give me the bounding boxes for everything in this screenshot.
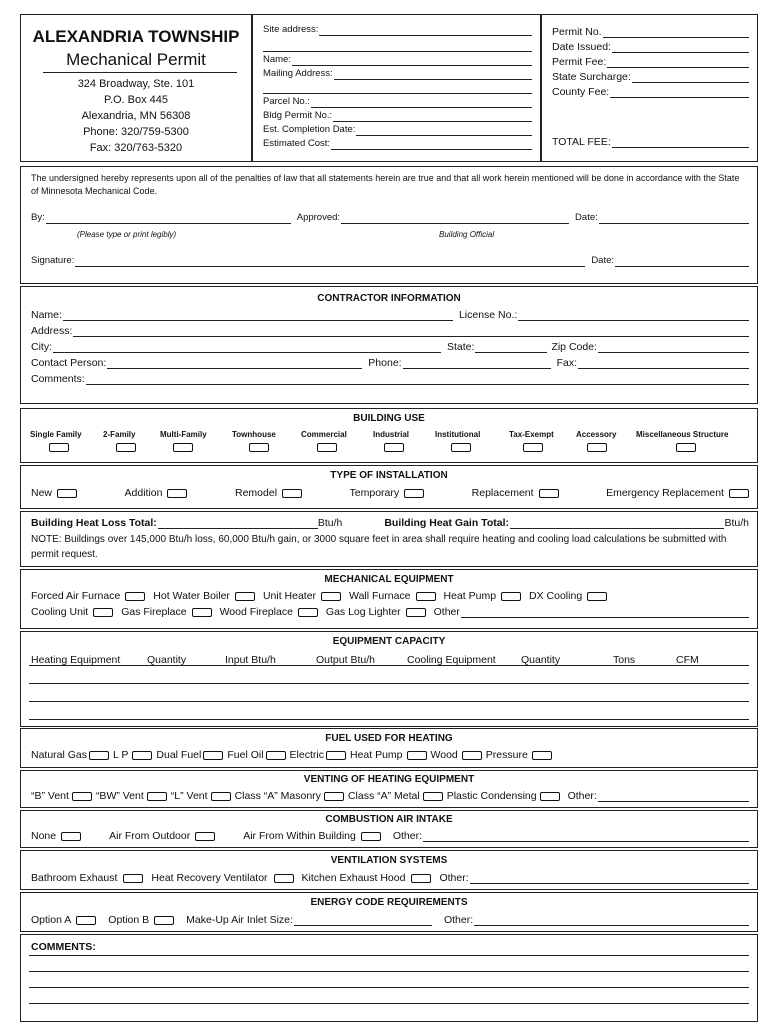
combustion-other-input[interactable]: [423, 831, 749, 842]
combustion-none-checkbox[interactable]: [61, 832, 81, 841]
wood-checkbox[interactable]: [462, 751, 482, 760]
date-input[interactable]: [599, 213, 749, 224]
county-fee-field[interactable]: [552, 85, 749, 99]
use-townhouse-label: Townhouse: [232, 430, 276, 439]
col-input-btu: Input Btu/h: [225, 654, 276, 666]
col-heating-quantity: Quantity: [147, 654, 187, 666]
site-address-field[interactable]: [263, 23, 532, 37]
option-a-label: Option A: [31, 914, 72, 926]
fuel-section: [20, 728, 758, 768]
venting-section: [20, 770, 758, 808]
natural-gas-checkbox[interactable]: [89, 751, 109, 760]
heat-note: NOTE: Buildings over 145,000 Btu/h loss, 60,000 Btu/h gain, or 3000 square feet in area shall require heating and cooling load calculations be submitted with permit request.: [31, 534, 727, 560]
option-label: Temporary: [349, 487, 400, 499]
cooling-unit-label: Cooling Unit: [31, 606, 89, 618]
capacity-title: EQUIPMENT CAPACITY: [332, 636, 446, 647]
use-tax-exempt-label: Tax-Exempt: [509, 430, 554, 439]
signature-row: [31, 254, 749, 268]
capacity-section: [20, 631, 758, 727]
use-industrial-checkbox[interactable]: [384, 443, 404, 452]
contractor-contact-row: [31, 356, 749, 370]
combustion-none-label: None: [31, 830, 57, 842]
field-label: Est. Completion Date:: [263, 124, 356, 135]
use-multi-family-label: Multi-Family: [160, 430, 207, 439]
installation-title: TYPE OF INSTALLATION: [330, 470, 448, 481]
option-label: Emergency Replacement: [606, 487, 724, 499]
venting-title: VENTING OF HEATING EQUIPMENT: [303, 774, 475, 785]
fuel-oil-checkbox[interactable]: [266, 751, 286, 760]
checkbox[interactable]: [539, 489, 559, 498]
bathroom-exhaust-checkbox[interactable]: [123, 874, 143, 883]
comments-section: [20, 934, 758, 1022]
by-input[interactable]: [46, 213, 291, 224]
mechanical-other-input[interactable]: [461, 607, 749, 618]
fuel-options: [31, 748, 749, 762]
class-a-masonry-checkbox[interactable]: [324, 792, 344, 801]
ventilation-options: [31, 871, 749, 885]
address-line: P.O. Box 445: [103, 94, 168, 106]
declaration-section: [20, 166, 758, 284]
phone-input[interactable]: [403, 358, 551, 369]
mechanical-row2: [31, 605, 749, 619]
makeup-air-input[interactable]: [294, 915, 432, 926]
use-tax-exempt-checkbox[interactable]: [523, 443, 543, 452]
date2-input[interactable]: [615, 256, 749, 267]
date-label: Date:: [575, 212, 598, 223]
field-label: Mailing Address:: [263, 68, 333, 79]
dual-fuel-label: Dual Fuel: [156, 749, 202, 761]
col-cfm: CFM: [676, 654, 699, 666]
wood-label: Wood: [430, 749, 458, 761]
state-label: State:: [447, 341, 475, 353]
address-line: Alexandria, MN 56308: [81, 110, 191, 122]
pressure-checkbox[interactable]: [532, 751, 552, 760]
option-label: New: [31, 487, 53, 499]
air-from-outdoor-label: Air From Outdoor: [109, 830, 191, 842]
forced-air-furnace-checkbox[interactable]: [125, 592, 145, 601]
name-label: Name:: [31, 309, 62, 321]
heat-section: [20, 511, 758, 567]
comments-label: Comments:: [31, 373, 85, 385]
field-label: County Fee:: [552, 86, 610, 98]
heat-gain-label: Building Heat Gain Total:: [384, 517, 509, 529]
energy-other-input[interactable]: [474, 915, 749, 926]
heat-loss-unit: Btu/h: [317, 517, 343, 529]
use-single-family-label: Single Family: [30, 430, 82, 439]
col-tons: Tons: [613, 654, 636, 666]
heat-totals-row: [31, 516, 749, 530]
field-label: Site address:: [263, 24, 319, 35]
wall-furnace-label: Wall Furnace: [349, 590, 411, 602]
building-official-label: Building Official: [439, 230, 495, 239]
building-use-section: [20, 408, 758, 463]
heat-pump-label: Heat Pump: [443, 590, 497, 602]
checkbox[interactable]: [404, 489, 424, 498]
cooling-unit-checkbox[interactable]: [93, 608, 113, 617]
heat-gain-unit: Btu/h: [724, 517, 749, 529]
makeup-air-label: Make-Up Air Inlet Size:: [186, 914, 293, 926]
unit-heater-label: Unit Heater: [262, 590, 317, 602]
use-2-family-checkbox[interactable]: [116, 443, 136, 452]
air-within-building-label: Air From Within Building: [243, 830, 356, 842]
license-label: License No.:: [458, 309, 518, 321]
l-vent-checkbox[interactable]: [211, 792, 231, 801]
plastic-condensing-checkbox[interactable]: [540, 792, 560, 801]
installation-section: [20, 465, 758, 509]
phone-line: Phone: 320/759-5300: [83, 126, 189, 138]
l-vent-label: “L” Vent: [170, 790, 208, 802]
install-remodel-option[interactable]: [235, 486, 310, 500]
option-a-checkbox[interactable]: [76, 916, 96, 925]
kitchen-exhaust-hood-checkbox[interactable]: [411, 874, 431, 883]
checkbox[interactable]: [57, 489, 77, 498]
use-multi-family-checkbox[interactable]: [173, 443, 193, 452]
venting-other-label: Other:: [567, 790, 597, 802]
installation-options: [31, 486, 749, 500]
gas-fireplace-checkbox[interactable]: [192, 608, 212, 617]
permit-fee-field[interactable]: [552, 55, 749, 69]
site-address-line2[interactable]: [263, 51, 532, 52]
fax-label: Fax:: [556, 357, 577, 369]
heat-pump-fuel-label: Heat Pump: [349, 749, 403, 761]
gas-log-lighter-label: Gas Log Lighter: [325, 606, 401, 618]
venting-other-input[interactable]: [598, 791, 749, 802]
hot-water-boiler-checkbox[interactable]: [235, 592, 255, 601]
use-single-family-checkbox[interactable]: [49, 443, 69, 452]
use-commercial-label: Commercial: [301, 430, 347, 439]
fuel-oil-label: Fuel Oil: [227, 749, 264, 761]
option-label: Remodel: [235, 487, 278, 499]
energy-other-label: Other:: [443, 914, 474, 926]
total-fee-field[interactable]: [552, 135, 749, 149]
signature-input[interactable]: [75, 256, 585, 267]
wall-furnace-checkbox[interactable]: [416, 592, 436, 601]
city-label: City:: [31, 341, 52, 353]
gas-log-lighter-checkbox[interactable]: [406, 608, 426, 617]
col-heating-equipment: Heating Equipment: [31, 654, 121, 666]
install-replacement-option[interactable]: [472, 486, 567, 500]
option-label: Replacement: [471, 487, 534, 499]
bldg-permit-field[interactable]: [263, 109, 532, 123]
contractor-section: [20, 286, 758, 404]
contact-label: Contact Person:: [31, 357, 107, 369]
date2-label: Date:: [591, 255, 615, 266]
approved-label: Approved:: [296, 212, 341, 223]
header-right-box: [541, 14, 758, 162]
comments-title: COMMENTS:: [31, 941, 96, 953]
install-new-option[interactable]: [31, 486, 85, 500]
ventilation-section: [20, 850, 758, 890]
name-field[interactable]: [263, 53, 532, 67]
install-emergency-option[interactable]: [606, 486, 749, 500]
declaration-text: The undersigned hereby represents upon all of the penalties of law that all statements herein are true and that all work herein mentioned will be done in accordance with the State of Minnesota Mechanical Code.: [31, 173, 740, 196]
township-name: ALEXANDRIA TOWNSHIP: [32, 27, 240, 46]
use-2-family-label: 2-Family: [103, 430, 136, 439]
use-miscellaneous-label: Miscellaneous Structure: [636, 430, 729, 439]
ventilation-other-input[interactable]: [470, 873, 749, 884]
comments-input[interactable]: [86, 374, 749, 385]
checkbox[interactable]: [167, 489, 187, 498]
completion-date-field[interactable]: [263, 123, 532, 137]
heat-recovery-ventilator-checkbox[interactable]: [274, 874, 294, 883]
col-cooling-quantity: Quantity: [521, 654, 561, 666]
field-label: Name:: [263, 54, 291, 65]
combustion-title: COMBUSTION AIR INTAKE: [325, 814, 453, 825]
contractor-name-row: [31, 308, 749, 322]
use-industrial-label: Industrial: [373, 430, 410, 439]
use-miscellaneous-checkbox[interactable]: [676, 443, 696, 452]
ventilation-other-label: Other:: [439, 872, 469, 884]
address-label: Address:: [31, 325, 73, 337]
building-use-title: BUILDING USE: [353, 413, 425, 424]
use-institutional-checkbox[interactable]: [451, 443, 471, 452]
field-label: State Surcharge:: [552, 71, 631, 83]
state-surcharge-field[interactable]: [552, 70, 749, 84]
lp-label: L P: [113, 749, 129, 761]
electric-label: Electric: [289, 749, 324, 761]
zip-label: Zip Code:: [551, 341, 597, 353]
energy-title: ENERGY CODE REQUIREMENTS: [310, 897, 468, 908]
electric-checkbox[interactable]: [326, 751, 346, 760]
combustion-other-label: Other:: [392, 830, 423, 842]
by-label: By:: [31, 212, 45, 223]
air-from-outdoor-checkbox[interactable]: [195, 832, 215, 841]
heat-loss-input[interactable]: [158, 518, 318, 529]
class-a-metal-label: Class “A” Metal: [347, 790, 420, 802]
dx-cooling-checkbox[interactable]: [587, 592, 607, 601]
capacity-line[interactable]: [29, 719, 749, 720]
venting-options: [31, 789, 749, 803]
contact-input[interactable]: [107, 358, 362, 369]
mechanical-other-label: Other: [433, 606, 460, 618]
air-within-building-checkbox[interactable]: [361, 832, 381, 841]
heat-pump-fuel-checkbox[interactable]: [407, 751, 427, 760]
comments-line[interactable]: [29, 955, 749, 956]
capacity-line[interactable]: [29, 665, 749, 666]
pressure-label: Pressure: [485, 749, 528, 761]
bw-vent-checkbox[interactable]: [147, 792, 167, 801]
heat-loss-label: Building Heat Loss Total:: [31, 517, 157, 529]
checkbox[interactable]: [282, 489, 302, 498]
mailing-address-field[interactable]: [263, 67, 532, 81]
permit-type-title: Mechanical Permit: [66, 50, 206, 69]
hot-water-boiler-label: Hot Water Boiler: [153, 590, 230, 602]
comments-line[interactable]: [29, 1003, 749, 1004]
combustion-section: [20, 810, 758, 848]
fax-input[interactable]: [578, 358, 749, 369]
dx-cooling-label: DX Cooling: [529, 590, 583, 602]
approved-input[interactable]: [341, 213, 569, 224]
state-input[interactable]: [475, 342, 547, 353]
header-middle-box: [252, 14, 541, 162]
mechanical-row1: [31, 589, 749, 603]
license-input[interactable]: [518, 310, 749, 321]
field-label: Date Issued:: [552, 41, 611, 53]
option-label: Addition: [124, 487, 163, 499]
install-addition-option[interactable]: [125, 486, 196, 500]
mechanical-section: [20, 569, 758, 629]
col-cooling-equipment: Cooling Equipment: [407, 654, 496, 666]
contractor-address-row: [31, 324, 749, 338]
natural-gas-label: Natural Gas: [31, 749, 88, 761]
b-vent-label: “B” Vent: [31, 790, 69, 802]
signature-label: Signature:: [31, 255, 75, 266]
use-townhouse-checkbox[interactable]: [249, 443, 269, 452]
field-label: TOTAL FEE:: [552, 136, 611, 148]
dual-fuel-checkbox[interactable]: [203, 751, 223, 760]
fuel-title: FUEL USED FOR HEATING: [325, 733, 453, 744]
contractor-comments-row: [31, 372, 749, 386]
option-b-checkbox[interactable]: [154, 916, 174, 925]
install-temporary-option[interactable]: [350, 486, 433, 500]
capacity-line[interactable]: [29, 701, 749, 702]
energy-section: [20, 892, 758, 932]
comments-line[interactable]: [29, 971, 749, 972]
fax-line: Fax: 320/763-5320: [89, 142, 183, 154]
wood-fireplace-label: Wood Fireplace: [219, 606, 293, 618]
use-accessory-checkbox[interactable]: [587, 443, 607, 452]
lp-checkbox[interactable]: [132, 751, 152, 760]
forced-air-furnace-label: Forced Air Furnace: [31, 590, 121, 602]
zip-input[interactable]: [598, 342, 749, 353]
parcel-field[interactable]: [263, 95, 532, 109]
address-input[interactable]: [73, 326, 749, 337]
heat-recovery-ventilator-label: Heat Recovery Ventilator: [151, 872, 268, 884]
permit-no-field[interactable]: [552, 25, 749, 39]
date-issued-field[interactable]: [552, 40, 749, 54]
comments-line[interactable]: [29, 987, 749, 988]
mailing-address-line2[interactable]: [263, 93, 532, 94]
wood-fireplace-checkbox[interactable]: [298, 608, 318, 617]
class-a-masonry-label: Class “A” Masonry: [234, 790, 321, 802]
class-a-metal-checkbox[interactable]: [423, 792, 443, 801]
b-vent-checkbox[interactable]: [72, 792, 92, 801]
use-commercial-checkbox[interactable]: [317, 443, 337, 452]
print-note: (Please type or print legibly): [77, 230, 177, 239]
field-label: Permit No.: [552, 26, 602, 38]
use-accessory-label: Accessory: [576, 430, 617, 439]
address-line: 324 Broadway, Ste. 101: [77, 78, 195, 90]
energy-options: [31, 913, 749, 927]
combustion-options: [31, 829, 749, 843]
name-input[interactable]: [63, 310, 453, 321]
contractor-city-row: [31, 340, 749, 354]
kitchen-exhaust-hood-label: Kitchen Exhaust Hood: [301, 872, 406, 884]
checkbox[interactable]: [729, 489, 749, 498]
heat-pump-checkbox[interactable]: [501, 592, 521, 601]
col-output-btu: Output Btu/h: [316, 654, 375, 666]
mechanical-title: MECHANICAL EQUIPMENT: [324, 574, 454, 585]
ventilation-title: VENTILATION SYSTEMS: [330, 855, 448, 866]
field-label: Permit Fee:: [552, 56, 607, 68]
title-underline: [43, 72, 237, 73]
by-row: [31, 211, 749, 225]
option-b-label: Option B: [108, 914, 150, 926]
bathroom-exhaust-label: Bathroom Exhaust: [31, 872, 118, 884]
field-label: Bldg Permit No.:: [263, 110, 333, 121]
field-label: Parcel No.:: [263, 96, 310, 107]
plastic-condensing-label: Plastic Condensing: [446, 790, 537, 802]
heat-gain-input[interactable]: [510, 518, 724, 529]
unit-heater-checkbox[interactable]: [321, 592, 341, 601]
header-left-box: [20, 14, 252, 162]
use-institutional-label: Institutional: [435, 430, 481, 439]
gas-fireplace-label: Gas Fireplace: [121, 606, 187, 618]
phone-label: Phone:: [368, 357, 402, 369]
contractor-title: CONTRACTOR INFORMATION: [317, 293, 461, 304]
city-input[interactable]: [53, 342, 441, 353]
field-label: Estimated Cost:: [263, 138, 331, 149]
estimated-cost-field[interactable]: [263, 137, 532, 151]
capacity-line[interactable]: [29, 683, 749, 684]
bw-vent-label: “BW” Vent: [95, 790, 144, 802]
